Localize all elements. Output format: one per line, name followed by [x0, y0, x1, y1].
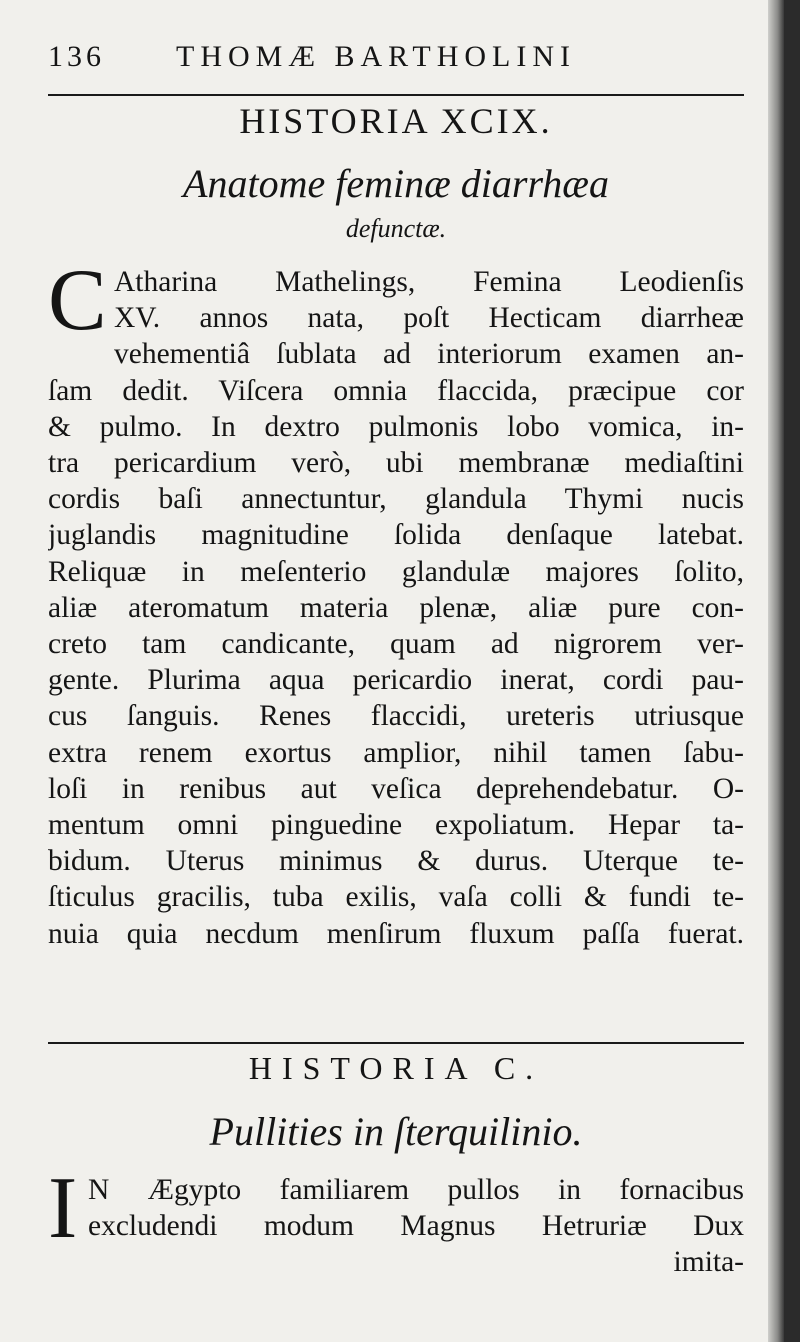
page-number: 136	[48, 40, 105, 73]
text-line: Reliquæ in meſenterio glandulæ majores ſolito,	[48, 555, 744, 588]
text-line: creto tam candicante, quam ad nigrorem ver-	[48, 628, 744, 661]
text-line: aliæ ateromatum materia plenæ, aliæ pure con-	[48, 591, 744, 624]
text-line: nuia quia necdum menſirum fluxum paſſa fuerat.	[48, 917, 744, 950]
text-line: extra renem exortus amplior, nihil tamen ſabu-	[48, 736, 744, 769]
text-line: tra pericardium verò, ubi membranæ mediaſtini	[48, 447, 744, 480]
running-head	[48, 34, 744, 84]
text-line: bidum. Uterus minimus & durus. Uterque te-	[48, 845, 744, 878]
text-line: N Ægypto familiarem pullos in fornacibus	[88, 1174, 744, 1206]
text-line: excludendi modum Magnus Hetruriæ Dux	[88, 1210, 744, 1243]
text-line: XV. annos nata, poſt Hecticam diarrheæ	[114, 302, 744, 335]
text-line: mentum omni pinguedine expoliatum. Hepar ta-	[48, 809, 744, 842]
text-line: gente. Plurima aqua pericardio inerat, cordi pau-	[48, 664, 744, 697]
section-rule	[48, 1042, 744, 1044]
dropcap-c: C	[48, 252, 107, 349]
text-line: & pulmo. In dextro pulmonis lobo vomica, in-	[48, 410, 744, 443]
history-99-subtitle-line2: defunctæ.	[345, 214, 447, 243]
text-line: loſi in renibus aut veſica deprehendebatur. O-	[48, 772, 744, 805]
text-line: cordis baſi annectuntur, glandula Thymi nucis	[48, 483, 744, 516]
history-100-subtitle: Pullities in ſterquilinio.	[209, 1109, 583, 1154]
history-100-heading: HISTORIA C.	[248, 1050, 544, 1086]
header-rule	[48, 94, 744, 96]
history-99-body	[48, 252, 744, 952]
running-title: THOMÆ BARTHOLINI	[176, 40, 577, 73]
page-edge-shadow	[768, 0, 784, 1342]
text-line: Atharina Mathelings, Femina Leodienſis	[114, 266, 744, 298]
history-99-subtitle-line1: Anatome feminæ diarrhæa	[183, 161, 609, 206]
text-line: cus ſanguis. Renes flaccidi, ureteris utriusque	[48, 700, 744, 733]
history-100-body	[48, 1160, 744, 1281]
dropcap-i: I	[48, 1160, 78, 1257]
catchword: imita-	[673, 1246, 744, 1279]
text-line: ſam dedit. Viſcera omnia flaccida, præcipue cor	[48, 374, 744, 407]
text-line: ſticulus gracilis, tuba exilis, vaſa colli & fundi te-	[48, 881, 744, 914]
history-99-heading: HISTORIA XCIX.	[239, 101, 553, 141]
text-line: vehementiâ ſublata ad interiorum examen an-	[114, 338, 744, 371]
text-line: juglandis magnitudine ſolida denſaque latebat.	[48, 519, 744, 552]
